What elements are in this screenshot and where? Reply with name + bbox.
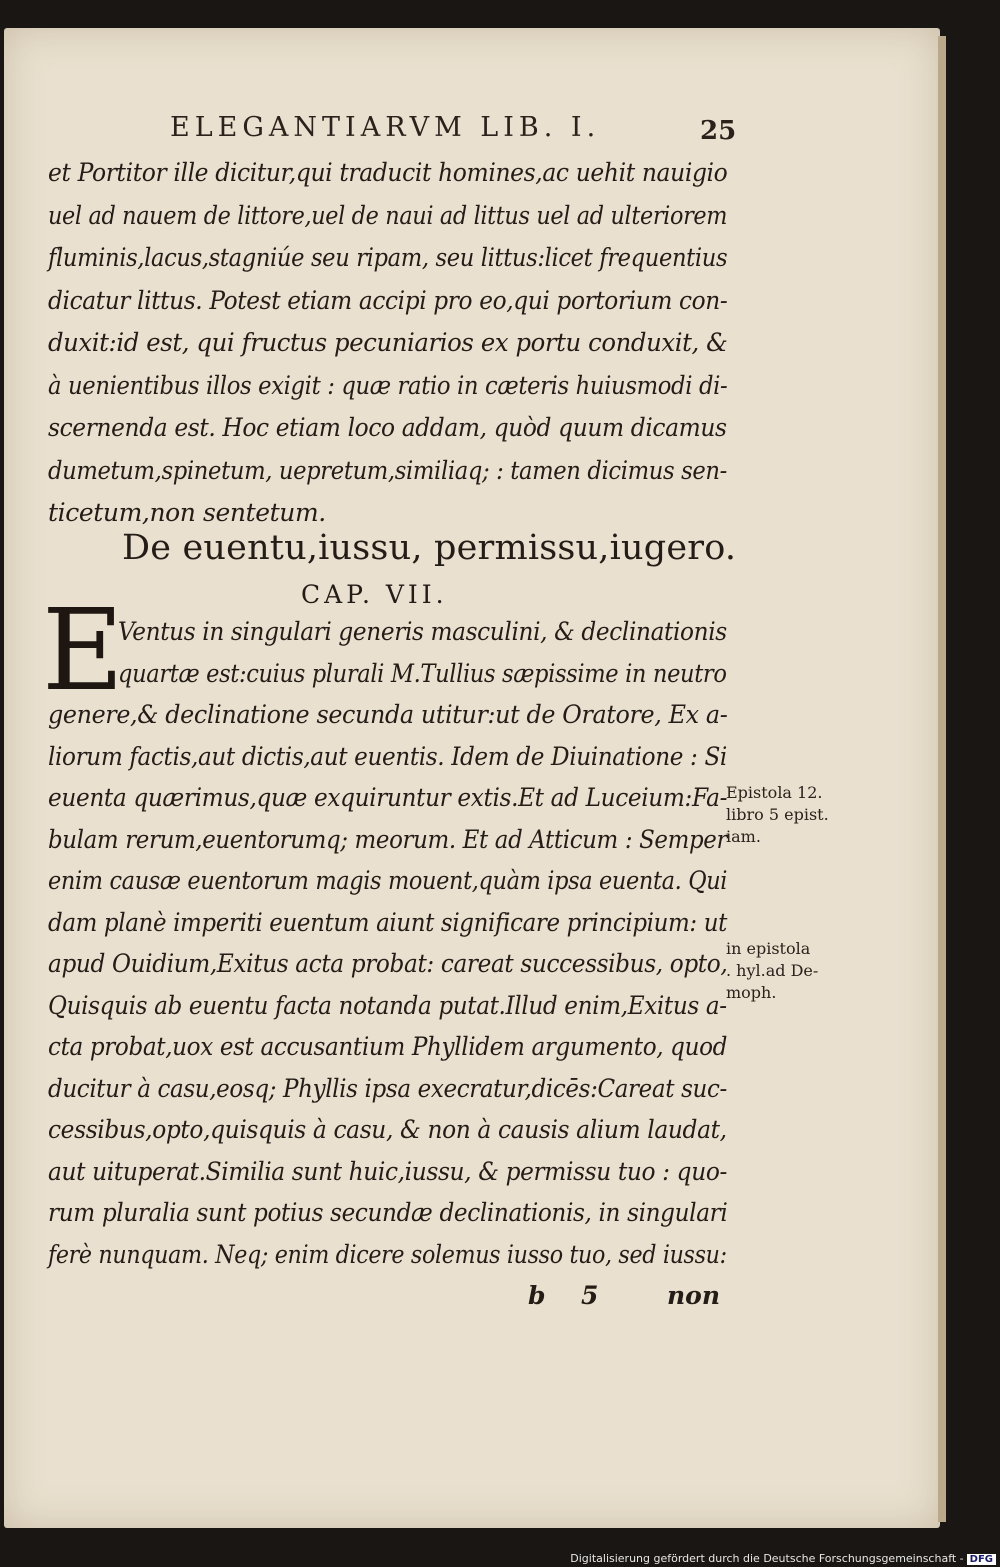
dfg-logo: DFG: [967, 1554, 996, 1565]
text-line: ticetum,non sentetum.: [48, 498, 326, 527]
text-line: dam planè imperiti euentum aiunt significare principium: ut: [48, 907, 727, 937]
text-line: Ventus in singulari generis masculini, & declinationis: [118, 617, 727, 646]
catchword: non: [667, 1281, 721, 1310]
text-line: enim causæ euentorum magis mouent,quàm ipsa euenta. Qui: [48, 866, 728, 895]
text-line: apud Ouidium,Exitus acta probat: careat successibus, opto,: [48, 949, 728, 978]
folio-number: 25: [700, 116, 737, 146]
signature-mark: b: [528, 1281, 546, 1310]
marginal-note: in epistola . hyl.ad De- moph.: [726, 939, 819, 1002]
text-line: euenta quærimus,quæ exquiruntur extis.Et ad Luceium:Fa-: [48, 783, 728, 812]
text-line: et Portitor ille dicitur,qui traducit homines,ac uehit nauigio: [48, 158, 728, 187]
chapter-number: CAP. VII.: [301, 580, 448, 609]
running-head-title: ELEGANTIARVM LIB. I.: [170, 112, 601, 143]
text-line: aut uituperat.Similia sunt huic,iussu, & permissu tuo : quo-: [48, 1156, 727, 1186]
digitization-credit: [570, 1552, 996, 1565]
text-line: dumetum,spinetum, uepretum,similiaq; : tamen dicimus sen-: [48, 455, 727, 485]
credit-text: Digitalisierung gefördert durch die Deutsche Forschungsgemeinschaft -: [570, 1552, 964, 1565]
signature-number: 5: [581, 1281, 599, 1310]
text-line: genere,& declinatione secunda utitur:ut de Oratore, Ex a-: [48, 700, 728, 729]
page-edge: [938, 36, 946, 1522]
text-line: bulam rerum,euentorumq; meorum. Et ad Atticum : Semper: [48, 824, 728, 854]
decorated-initial: E: [42, 586, 124, 716]
running-head: [170, 112, 890, 146]
text-line: rum pluralia sunt potius secundæ declinationis, in singulari: [48, 1198, 728, 1227]
text-line: uel ad nauem de littore,uel de naui ad littus uel ad ulteriorem: [48, 200, 728, 230]
text-line: dicatur littus. Potest etiam accipi pro eo,qui portorium con-: [48, 285, 728, 315]
text-line: à uenientibus illos exigit : quæ ratio in cæteris huiusmodi di-: [48, 370, 728, 400]
text-line: liorum factis,aut dictis,aut euentis. Idem de Diuinatione : Si: [48, 741, 727, 771]
text-line: scernenda est. Hoc etiam loco addam, quòd quum dicamus: [48, 413, 727, 442]
text-line: cessibus,opto,quisquis à casu, & non à causis alium laudat,: [48, 1115, 727, 1144]
text-line: ferè nunquam. Neq; enim dicere solemus iusso tuo, sed iussu:: [48, 1239, 727, 1269]
text-line: quartæ est:cuius plurali M.Tullius sæpissime in neutro: [118, 658, 727, 688]
text-line: cta probat,uox est accusantium Phyllidem argumento, quod: [48, 1032, 728, 1061]
text-line: ducitur à casu,eosq; Phyllis ipsa execratur,dicēs:Careat suc-: [48, 1073, 727, 1103]
text-line: duxit:id est, qui fructus pecuniarios ex portu conduxit, &: [48, 328, 728, 357]
text-line: fluminis,lacus,stagniúe seu ripam, seu littus:licet frequentius: [48, 243, 728, 272]
marginal-note: Epistola 12. libro 5 epist. iam.: [726, 783, 829, 846]
chapter-title: De euentu,iussu, permissu,iugero.: [122, 528, 737, 568]
text-line: Quisquis ab euentu facta notanda putat.Illud enim,Exitus a-: [48, 990, 727, 1020]
